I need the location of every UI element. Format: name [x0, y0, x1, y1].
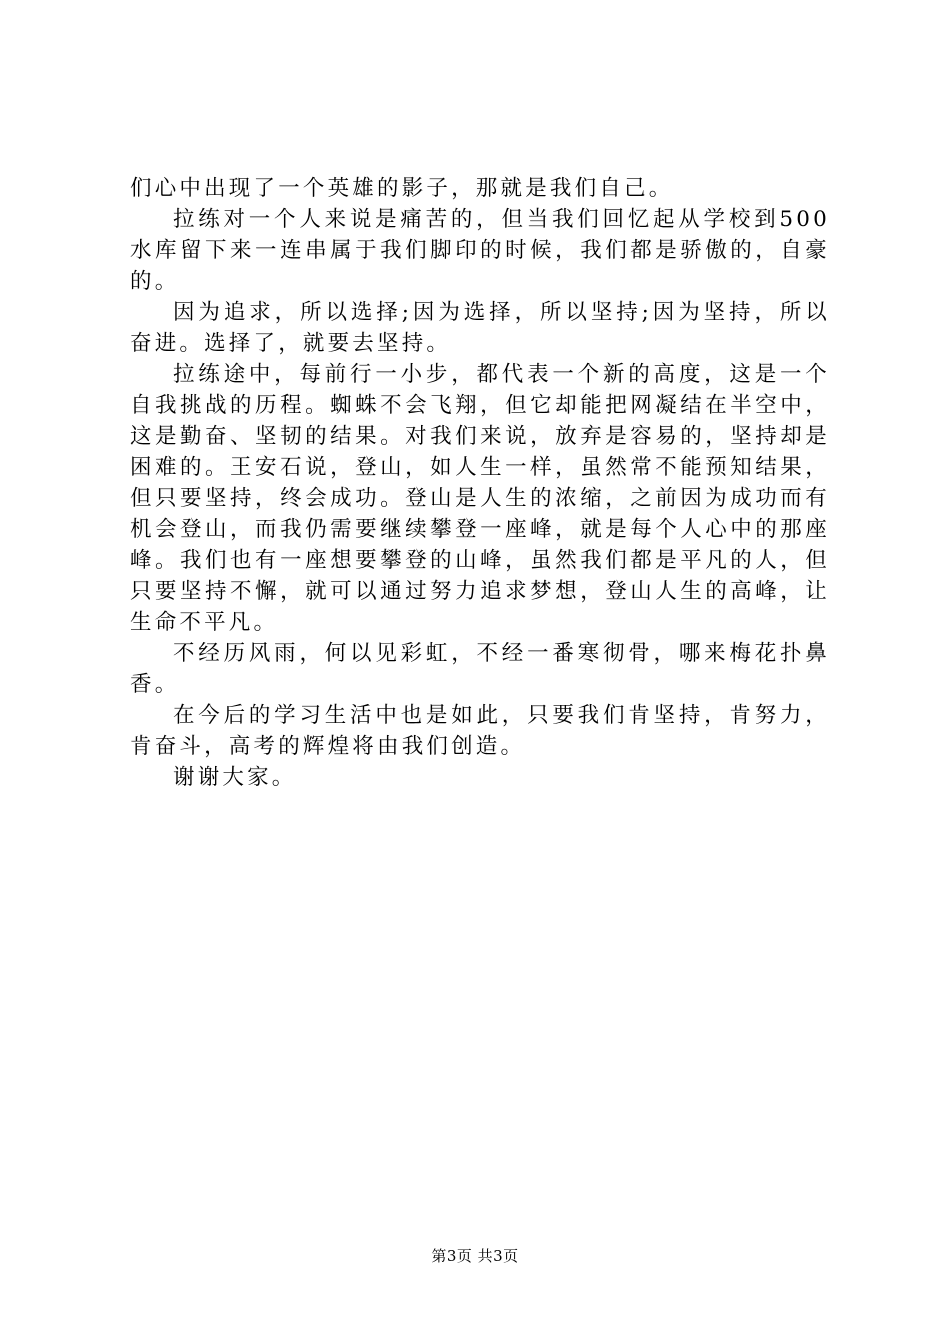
paragraph-march-pride: 拉练对一个人来说是痛苦的，但当我们回忆起从学校到500水库留下来一连串属于我们脚印的时候，我们都是骄傲的，自豪的。	[130, 207, 830, 294]
paragraph-future-study: 在今后的学习生活中也是如此，只要我们肯坚持，肯努力，肯奋斗，高考的辉煌将由我们创造。	[130, 703, 830, 759]
document-body	[130, 173, 830, 793]
paragraph-thanks: 谢谢大家。	[173, 765, 297, 790]
page-number: 第3页 共3页	[431, 1247, 519, 1265]
paragraph-rainbow: 不经历风雨，何以见彩虹，不经一番寒彻骨，哪来梅花扑鼻香。	[130, 641, 830, 697]
paragraph-continuation: 们心中出现了一个英雄的影子，那就是我们自己。	[130, 176, 674, 201]
paragraph-pursuit-choice: 因为追求，所以选择;因为选择，所以坚持;因为坚持，所以奋进。选择了，就要去坚持。	[130, 300, 830, 356]
page-footer	[0, 1245, 950, 1266]
paragraph-challenge: 拉练途中，每前行一小步，都代表一个新的高度，这是一个自我挑战的历程。蜘蛛不会飞翔，但它却能把网凝结在半空中，这是勤奋、坚韧的结果。对我们来说，放弃是容易的，坚持却是困难的。王安石说，登山，如人生一样，虽然常不能预知结果，但只要坚持，终会成功。登山是人生的浓缩，之前因为成功而有机会登山，而我仍需要继续攀登一座峰，就是每个人心中的那座峰。我们也有一座想要攀登的山峰，虽然我们都是平凡的人，但只要坚持不懈，就可以通过努力追求梦想，登山人生的高峰，让生命不平凡。	[130, 362, 830, 635]
